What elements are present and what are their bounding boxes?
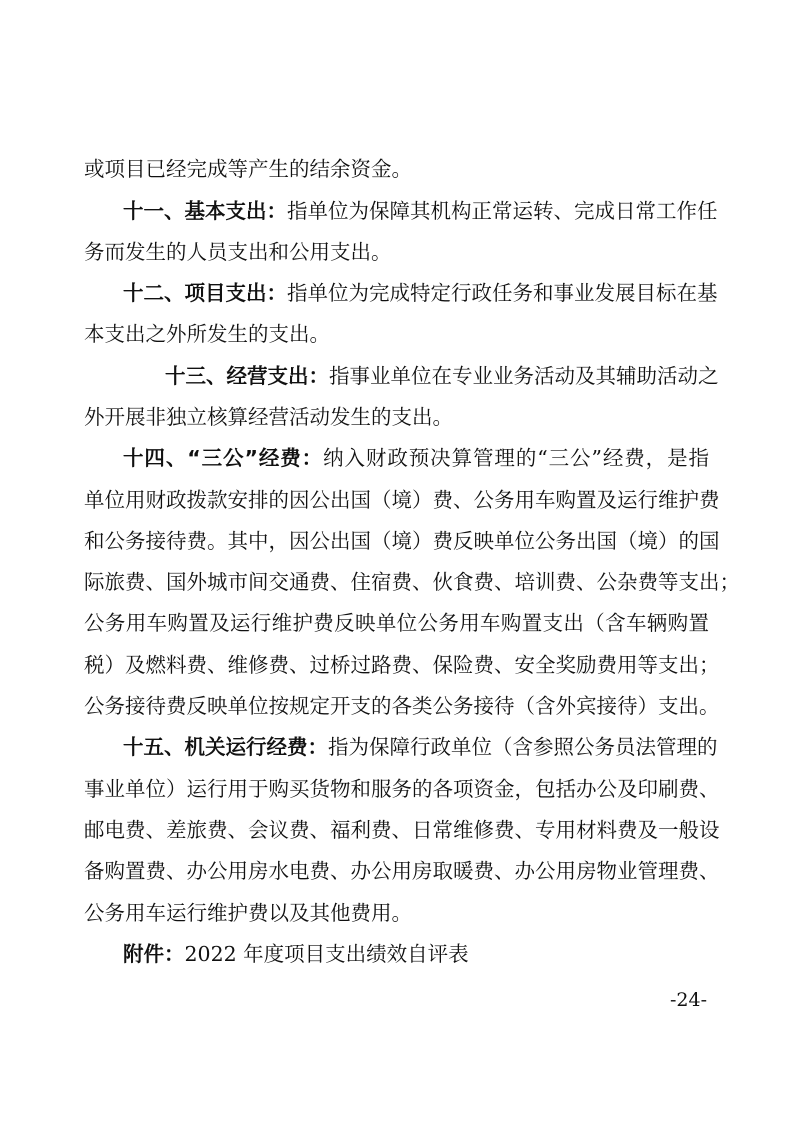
body-line <box>0 569 740 595</box>
line-text: 事业单位）运行用于购买货物和服务的各项资金，包括办公及印刷费、 <box>84 777 720 801</box>
attachment-link: 2022 年度项目支出绩效自评表 <box>184 942 469 966</box>
line-text: 公务用车运行维护费以及其他费用。 <box>84 901 412 925</box>
line-text: 邮电费、差旅费、会议费、福利费、日常维修费、专用材料费及一般设 <box>84 818 720 842</box>
body-line <box>0 652 720 678</box>
line-text: 公务用车购置及运行维护费反映单位公务用车购置支出（含车辆购置 <box>84 611 709 635</box>
body-line <box>0 487 720 513</box>
body-line <box>0 528 720 554</box>
body-line <box>0 817 720 843</box>
body-line <box>0 156 714 182</box>
line-text: 际旅费、国外城市间交通费、住宿费、伙食费、培训费、公杂费等支出； <box>84 570 740 594</box>
line-text: 税）及燃料费、维修费、过桥过路费、保险费、安全奖励费用等支出； <box>84 653 720 677</box>
body-line <box>0 858 720 884</box>
attachment-line <box>0 941 709 967</box>
page-number: -24- <box>669 989 707 1011</box>
section-paragraph <box>0 363 719 389</box>
body-line <box>0 239 709 265</box>
line-text: 指为保障行政单位（含参照公务员法管理的 <box>328 735 718 759</box>
attachment-heading: 附件： <box>123 942 185 966</box>
line-text: 纳入财政预决算管理的“三公”经费，是指 <box>323 446 709 470</box>
section-paragraph <box>0 445 709 471</box>
body-line <box>0 693 720 719</box>
section-paragraph <box>0 198 718 224</box>
line-text: 或项目已经完成等产生的结余资金。 <box>84 157 412 181</box>
section-heading: 十四、“三公”经费： <box>123 446 324 470</box>
line-text: 本支出之外所发生的支出。 <box>84 322 330 346</box>
section-paragraph <box>0 734 718 760</box>
line-text: 指单位为保障其机构正常运转、完成日常工作任 <box>287 199 718 223</box>
line-text: 公务接待费反映单位按规定开支的各类公务接待（含外宾接待）支出。 <box>84 694 720 718</box>
line-text: 和公务接待费。其中，因公出国（境）费反映单位公务出国（境）的国 <box>84 529 720 553</box>
body-line <box>0 610 709 636</box>
line-text: 外开展非独立核算经营活动发生的支出。 <box>84 405 453 429</box>
section-heading: 十五、机关运行经费： <box>123 735 328 759</box>
line-text: 备购置费、办公用房水电费、办公用房取暖费、办公用房物业管理费、 <box>84 859 720 883</box>
section-heading: 十三、经营支出： <box>165 364 329 388</box>
body-line <box>0 404 709 430</box>
section-heading: 十一、基本支出： <box>123 199 287 223</box>
section-paragraph <box>0 280 718 306</box>
section-heading: 十二、项目支出： <box>123 281 287 305</box>
line-text: 指事业单位在专业业务活动及其辅助活动之 <box>329 364 719 388</box>
line-text: 单位用财政拨款安排的因公出国（境）费、公务用车购置及运行维护费 <box>84 488 720 512</box>
line-text: 指单位为完成特定行政任务和事业发展目标在基 <box>287 281 718 305</box>
body-line <box>0 776 720 802</box>
body-line <box>0 321 709 347</box>
line-text: 务而发生的人员支出和公用支出。 <box>84 240 392 264</box>
body-line <box>0 900 709 926</box>
